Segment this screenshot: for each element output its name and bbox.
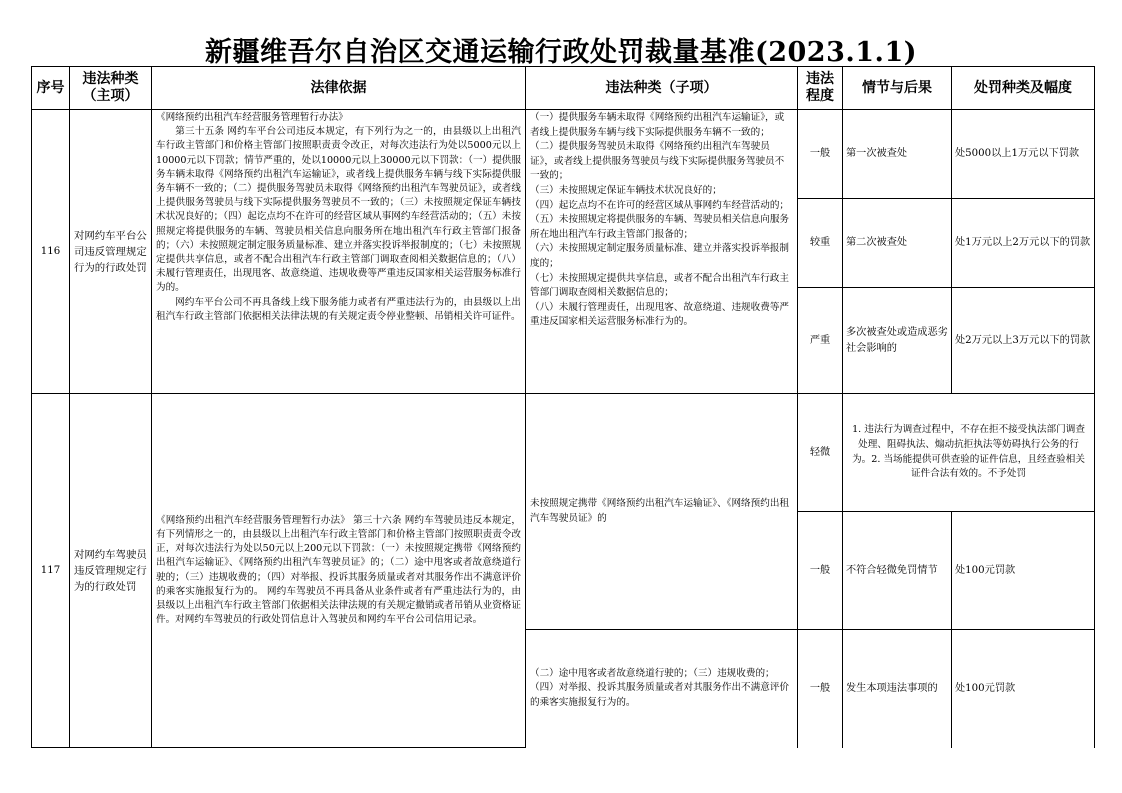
row-sub-type-b: （二）途中甩客或者故意绕道行驶的；（三）违规收费的；（四）对举报、投诉其服务质量或者对其服务作出不满意评价的乘客实施报复行为的。 (526, 630, 798, 748)
penalty-cell-merged: 1. 违法行为调查过程中，不存在拒不接受执法部门调查处理、阻碍执法、煽动抗拒执法等妨碍执行公务的行为。2. 当场能提供可供查验的证件信息，且经查验相关证件合法有效的。不予处罚 (843, 394, 1095, 512)
penalty-cell: 处5000以上1万元以下罚款 (952, 110, 1095, 199)
degree-cell: 一般 (798, 512, 843, 630)
circumstance-cell: 发生本项违法事项的 (843, 630, 952, 748)
penalty-cell: 处100元罚款 (952, 512, 1095, 630)
header-basis: 法律依据 (152, 67, 526, 110)
row-main-type: 对网约车平台公司违反管理规定行为的行政处罚 (70, 110, 152, 394)
table-row (32, 110, 1095, 199)
sub-item: （二）提供服务驾驶员未取得《网络预约出租汽车驾驶员证》，或者线上提供服务驾驶员与线下实际提供服务驾驶员不一致的； (530, 141, 785, 182)
penalty-cell: 处1万元以上2万元以下的罚款 (952, 199, 1095, 288)
basis-article: 第三十五条 网约车平台公司违反本规定，有下列行为之一的，由县级以上出租汽车行政主管部门和价格主管部门按照职责责令改正，对每次违法行为处以5000元以上10000元以下罚款；情节严重的，处以10000元以上30000元以下罚款：（一）提供服务车辆未取得《网络预约出租汽车运输证》，或者线上提供服务车辆与线下实际提供服务车辆不一致的；（二）提供服务驾驶员未取得《网络预约出租汽车驾驶员证》，或者线上提供服务驾驶员与线下实际提供服务驾驶员不一致的；（三）未按照规定保证车辆技术状况良好的；（四）起讫点均不在许可的经营区域从事网约车经营活动的；（五）未按照规定将提供服务的车辆、驾驶员相关信息向服务所在地出租汽车行政主管部门报备的；（六）未按照规定制定服务质量标准、建立并落实投诉举报制度的；（七）未按照规定提供共享信息，或者不配合出租汽车行政主管部门调取查阅相关数据信息的；（八）未履行管理责任，出现甩客、故意绕道、违规收费等严重违反国家相关运营服务标准行为的。 (156, 126, 521, 294)
row-main-type: 对网约车驾驶员违反管理规定行为的行政处罚 (70, 394, 152, 748)
circumstance-cell: 不符合轻微免罚情节 (843, 512, 952, 630)
header-penalty: 处罚种类及幅度 (952, 67, 1095, 110)
sub-item: （四）起讫点均不在许可的经营区域从事网约车经营活动的； (530, 199, 790, 211)
circumstance-cell: 第二次被查处 (843, 199, 952, 288)
header-degree: 违法程度 (798, 67, 843, 110)
sub-item: （三）未按照规定保证车辆技术状况良好的； (530, 184, 722, 196)
header-seq: 序号 (32, 67, 70, 110)
basis-source: 《网络预约出租汽车经营服务管理暂行办法》 (156, 112, 348, 123)
table-row (32, 394, 1095, 512)
row-sub-type (526, 110, 798, 394)
degree-cell: 一般 (798, 110, 843, 199)
row-basis: 《网络预约出租汽车经营服务管理暂行办法》 第三十六条 网约车驾驶员违反本规定，有下列情形之一的，由县级以上出租汽车行政主管部门和价格主管部门按照职责责令改正，对每次违法行为处以50元以上200元以下罚款：（一）未按照规定携带《网络预约出租汽车运输证》、《网络预约出租汽车驾驶员证》的；（二）途中甩客或者故意绕道行驶的；（三）违规收费的；（四）对举报、投诉其服务质量或者对其服务作出不满意评价的乘客实施报复行为的。 网约车驾驶员不再具备从业条件或者有严重违法行为的，由县级以上出租汽车行政主管部门依据相关法律法规的有关规定撤销或者吊销从业资格证件。对网约车驾驶员的行政处罚信息计入驾驶员和网约车平台公司信用记录。 (152, 394, 526, 748)
row-seq: 117 (32, 394, 70, 748)
header-row (32, 67, 1095, 110)
sub-item: （五）未按照规定将提供服务的车辆、驾驶员相关信息向服务所在地出租汽车行政主管部门报备的； (530, 214, 790, 240)
degree-cell: 轻微 (798, 394, 843, 512)
penalty-cell: 处100元罚款 (952, 630, 1095, 748)
page-title: 新疆维吾尔自治区交通运输行政处罚裁量基准(2023.1.1) (204, 37, 918, 68)
circumstance-cell: 第一次被查处 (843, 110, 952, 199)
row-seq: 116 (32, 110, 70, 394)
sub-item: （六）未按照规定制定服务质量标准、建立并落实投诉举报制度的； (530, 243, 790, 269)
penalty-table (31, 66, 1095, 748)
degree-cell: 一般 (798, 630, 843, 748)
basis-supplement: 网约车平台公司不再具备线上线下服务能力或者有严重违法行为的，由县级以上出租汽车行政主管部门依据相关法律法规的有关规定责令停业整顿、吊销相关许可证件。 (156, 296, 521, 322)
sub-item: （七）未按照规定提供共享信息，或者不配合出租汽车行政主管部门调取查阅相关数据信息的； (530, 272, 790, 299)
sub-item: （一）提供服务车辆未取得《网络预约出租汽车运输证》，或者线上提供服务车辆与线下实际提供服务车辆不一致的； (530, 112, 785, 138)
circumstance-cell: 多次被查处或造成恶劣社会影响的 (843, 288, 952, 394)
header-sub-type: 违法种类（子项） (526, 67, 798, 110)
header-circumstance: 情节与后果 (843, 67, 952, 110)
degree-cell: 较重 (798, 199, 843, 288)
sub-item: （八）未履行管理责任，出现甩客、故意绕道、违规收费等严重违反国家相关运营服务标准行为的。 (530, 301, 790, 328)
header-main-type: 违法种类（主项） (70, 67, 152, 110)
degree-cell: 严重 (798, 288, 843, 394)
penalty-cell: 处2万元以上3万元以下的罚款 (952, 288, 1095, 394)
row-basis (152, 110, 526, 394)
row-sub-type-a: 未按照规定携带《网络预约出租汽车运输证》、《网络预约出租汽车驾驶员证》的 (526, 394, 798, 630)
